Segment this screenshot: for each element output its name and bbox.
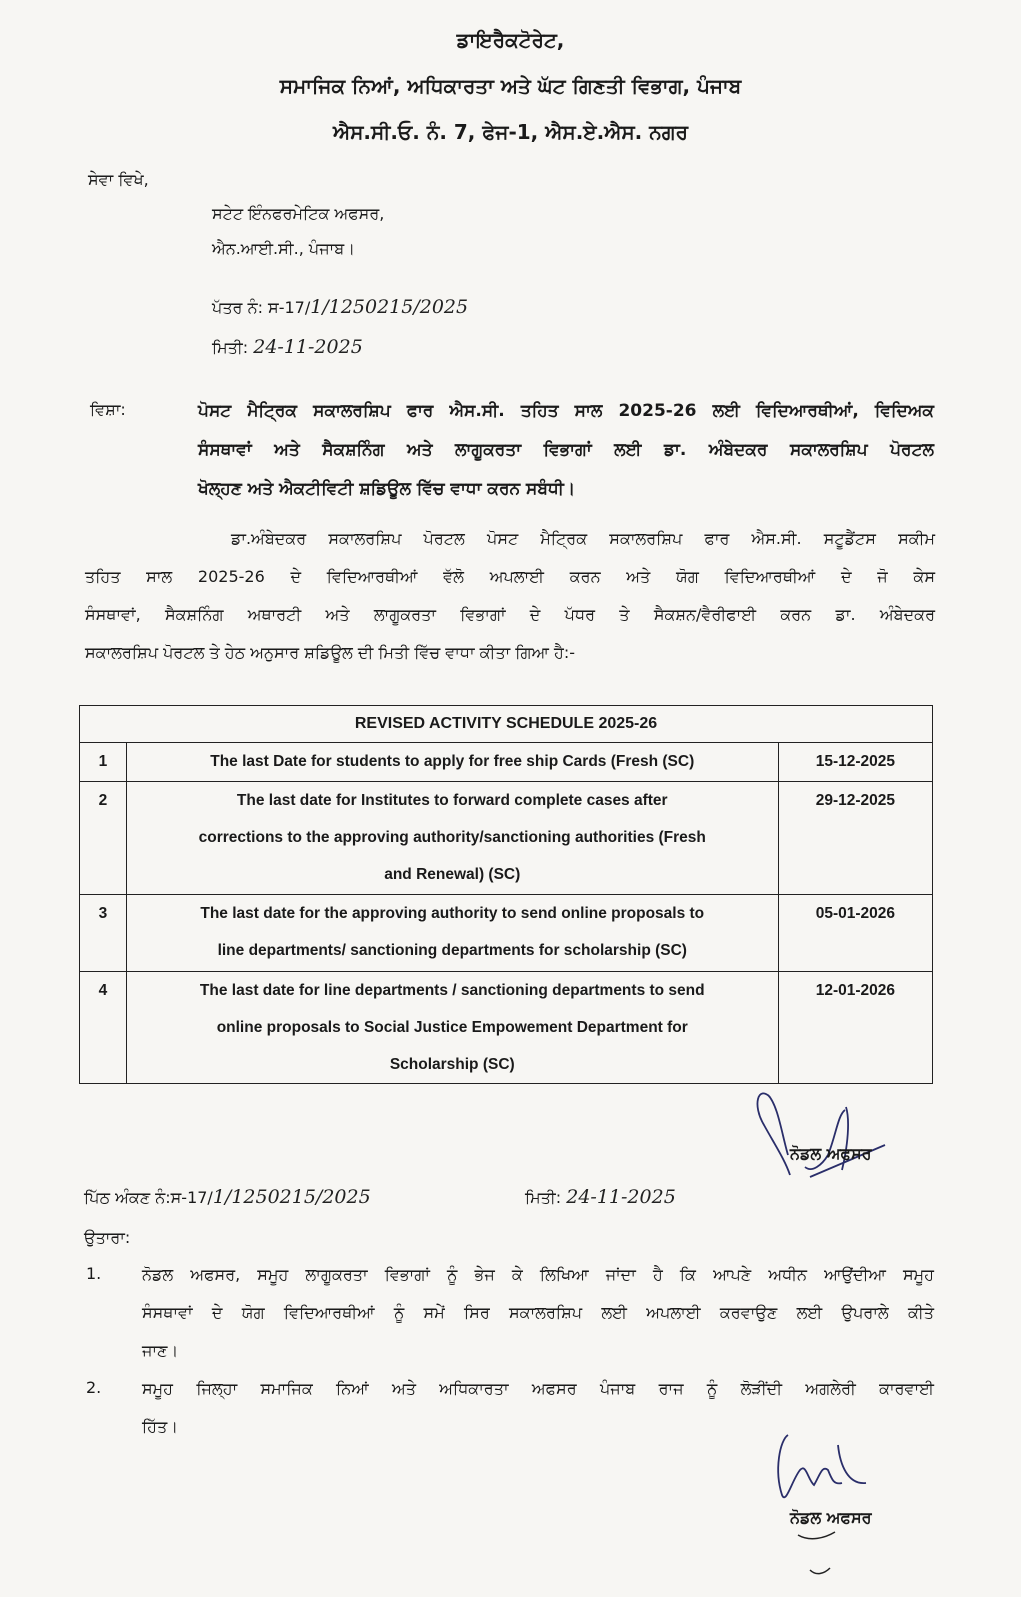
signature-2-underline bbox=[790, 1530, 850, 1580]
schedule-title: REVISED ACTIVITY SCHEDULE 2025-26 bbox=[80, 706, 933, 743]
row-description bbox=[126, 743, 778, 782]
description-line: corrections to the approving authority/sanctioning authorities (Fresh bbox=[198, 829, 706, 846]
description-line: The last date for Institutes to forward complete cases after bbox=[236, 792, 668, 809]
addressee-line-2: ਐਨ.ਆਈ.ਸੀ., ਪੰਜਾਬ। bbox=[212, 239, 355, 258]
schedule-row bbox=[80, 782, 933, 895]
endorsement-number-label: ਪਿੱਠ ਅੰਕਣ ਨੰ:ਸ-17/ bbox=[84, 1188, 213, 1207]
signature-2-title: ਨੋਡਲ ਅਫਸਰ bbox=[790, 1508, 872, 1527]
body-line: ਡਾ.ਅੰਬੇਦਕਰ ਸਕਾਲਰਸ਼ਿਪ ਪੋਰਟਲ ਪੋਸਟ ਮੈਟ੍ਰਿਕ ਸਕਾਲਰਸ਼ਿਪ ਫਾਰ ਐਸ.ਸੀ. ਸਟੂਡੈਂਟਸ ਸਕੀਮ bbox=[231, 529, 935, 548]
subject-label: ਵਿਸ਼ਾ: bbox=[90, 400, 126, 419]
endorsement-number-handwritten: 1/1250215/2025 bbox=[212, 1186, 371, 1208]
subject-line: ਪੋਸਟ ਮੈਟ੍ਰਿਕ ਸਕਾਲਰਸ਼ਿਪ ਫਾਰ ਐਸ.ਸੀ. ਤਹਿਤ ਸਾਲ 2025-26 ਲਈ ਵਿਦਿਆਰਥੀਆਂ, ਵਿਦਿਅਕ bbox=[198, 401, 934, 421]
schedule-row bbox=[80, 972, 933, 1084]
body-paragraph bbox=[85, 520, 935, 672]
copy-item-number: 2. bbox=[86, 1378, 102, 1397]
copy-item-line: ਸੰਸਥਾਵਾਂ ਦੇ ਯੋਗ ਵਿਦਿਆਰਥੀਆਂ ਨੂੰ ਸਮੇਂ ਸਿਰ ਸਕਾਲਰਸ਼ਿਪ ਲਈ ਅਪਲਾਈ ਕਰਵਾਉਣ ਲਈ ਉਪਰਾਲੇ ਕੀਤੇ bbox=[142, 1303, 934, 1322]
department-heading: ਸਮਾਜਿਕ ਨਿਆਂ, ਅਧਿਕਾਰਤਾ ਅਤੇ ਘੱਟ ਗਿਣਤੀ ਵਿਭਾਗ, ਪੰਜਾਬ bbox=[279, 74, 742, 98]
letter-date bbox=[212, 336, 363, 358]
signature-1-title: ਨੋਡਲ ਅਫਸਰ bbox=[790, 1144, 872, 1163]
endorsement-date bbox=[525, 1186, 676, 1208]
schedule-title-row bbox=[80, 706, 933, 743]
row-description bbox=[126, 895, 778, 972]
row-number: 3 bbox=[80, 895, 127, 972]
description-line: line departments/ sanctioning departments for scholarship (SC) bbox=[217, 942, 687, 959]
letter-number-handwritten: 1/1250215/2025 bbox=[310, 296, 469, 318]
description-line: The last date for the approving authority to send online proposals to bbox=[200, 905, 705, 922]
row-description bbox=[126, 972, 778, 1084]
signature-2-image bbox=[770, 1425, 900, 1510]
endorsement-number bbox=[84, 1186, 371, 1208]
address-heading: ਐਸ.ਸੀ.ਓ. ਨੰ. 7, ਫੇਜ-1, ਐਸ.ਏ.ਐਸ. ਨਗਰ bbox=[332, 120, 689, 144]
schedule-row bbox=[80, 743, 933, 782]
copy-label: ਉਤਾਰਾ: bbox=[84, 1228, 131, 1247]
directorate-heading: ਡਾਇਰੈਕਟੋਰੇਟ, bbox=[456, 28, 565, 52]
subject-line: ਸੰਸਥਾਵਾਂ ਅਤੇ ਸੈਕਸ਼ਨਿੰਗ ਅਤੇ ਲਾਗੂਕਰਤਾ ਵਿਭਾਗਾਂ ਲਈ ਡਾ. ਅੰਬੇਦਕਰ ਸਕਾਲਰਸ਼ਿਪ ਪੋਰਟਲ bbox=[198, 440, 934, 460]
endorsement-date-label: ਮਿਤੀ: bbox=[525, 1188, 562, 1207]
body-line: ਸੰਸਥਾਵਾਂ, ਸੈਕਸ਼ਨਿੰਗ ਅਥਾਰਟੀ ਅਤੇ ਲਾਗੂਕਰਤਾ ਵਿਭਾਗਾਂ ਦੇ ਪੱਧਰ ਤੇ ਸੈਕਸ਼ਨ/ਵੈਰੀਫਾਈ ਕਰਨ ਡਾ. ਅੰਬੇਦਕਰ bbox=[85, 605, 935, 624]
copy-item-line: ਜਾਣ। bbox=[142, 1341, 179, 1360]
row-number: 1 bbox=[80, 743, 127, 782]
copy-item-line: ਸਮੂਹ ਜਿਲ੍ਹਾ ਸਮਾਜਿਕ ਨਿਆਂ ਅਤੇ ਅਧਿਕਾਰਤਾ ਅਫਸਰ ਪੰਜਾਬ ਰਾਜ ਨੂੰ ਲੋੜੀਂਦੀ ਅਗਲੇਰੀ ਕਾਰਵਾਈ bbox=[142, 1379, 934, 1398]
description-line: and Renewal) (SC) bbox=[384, 866, 521, 883]
row-number: 4 bbox=[80, 972, 127, 1084]
addressee-line-1: ਸਟੇਟ ਇੰਨਫਰਮੇਟਿਕ ਅਫਸਰ, bbox=[212, 204, 385, 223]
row-description bbox=[126, 782, 778, 895]
row-date: 15-12-2025 bbox=[778, 743, 932, 782]
letter-number bbox=[212, 296, 468, 318]
schedule-table bbox=[79, 705, 933, 1084]
subject-line: ਖੋਲ੍ਹਣ ਅਤੇ ਐਕਟੀਵਿਟੀ ਸ਼ਡਿਊਲ ਵਿੱਚ ਵਾਧਾ ਕਰਨ ਸਬੰਧੀ। bbox=[198, 479, 576, 499]
copy-item-number: 1. bbox=[86, 1264, 102, 1283]
salutation: ਸੇਵਾ ਵਿਖੇ, bbox=[88, 170, 149, 189]
row-date: 29-12-2025 bbox=[778, 782, 932, 895]
copy-item-line: ਨੋਡਲ ਅਫਸਰ, ਸਮੂਹ ਲਾਗੂਕਰਤਾ ਵਿਭਾਗਾਂ ਨੂੰ ਭੇਜ ਕੇ ਲਿਖਿਆ ਜਾਂਦਾ ਹੈ ਕਿ ਆਪਣੇ ਅਧੀਨ ਆਉਂਦੀਆ ਸਮੂਹ bbox=[142, 1265, 934, 1284]
description-line: The last Date for students to apply for free ship Cards (Fresh (SC) bbox=[210, 753, 695, 770]
copy-item-text bbox=[142, 1256, 934, 1370]
signature-1-image bbox=[750, 1085, 890, 1180]
endorsement-date-handwritten: 24-11-2025 bbox=[566, 1186, 676, 1208]
body-line: ਸਕਾਲਰਸ਼ਿਪ ਪੋਰਟਲ ਤੇ ਹੇਠ ਅਨੁਸਾਰ ਸ਼ਡਿਊਲ ਦੀ ਮਿਤੀ ਵਿੱਚ ਵਾਧਾ ਕੀਤਾ ਗਿਆ ਹੈ:- bbox=[85, 643, 576, 662]
row-date: 12-01-2026 bbox=[778, 972, 932, 1084]
letter-number-label: ਪੱਤਰ ਨੰ: ਸ-17/ bbox=[212, 298, 311, 317]
description-line: online proposals to Social Justice Empowement Department for bbox=[216, 1019, 688, 1036]
description-line: Scholarship (SC) bbox=[389, 1056, 515, 1073]
row-number: 2 bbox=[80, 782, 127, 895]
letter-date-label: ਮਿਤੀ: bbox=[212, 338, 249, 357]
description-line: The last date for line departments / sanctioning departments to send bbox=[199, 982, 705, 999]
body-line: ਤਹਿਤ ਸਾਲ 2025-26 ਦੇ ਵਿਦਿਆਰਥੀਆਂ ਵੱਲੋ ਅਪਲਾਈ ਕਰਨ ਅਤੇ ਯੋਗ ਵਿਦਿਆਰਥੀਆਂ ਦੇ ਜੋ ਕੇਸ bbox=[85, 567, 935, 586]
copy-item-line: ਹਿੱਤ। bbox=[142, 1417, 179, 1436]
schedule-row bbox=[80, 895, 933, 972]
subject-text bbox=[198, 392, 934, 509]
row-date: 05-01-2026 bbox=[778, 895, 932, 972]
letter-date-handwritten: 24-11-2025 bbox=[253, 336, 363, 358]
